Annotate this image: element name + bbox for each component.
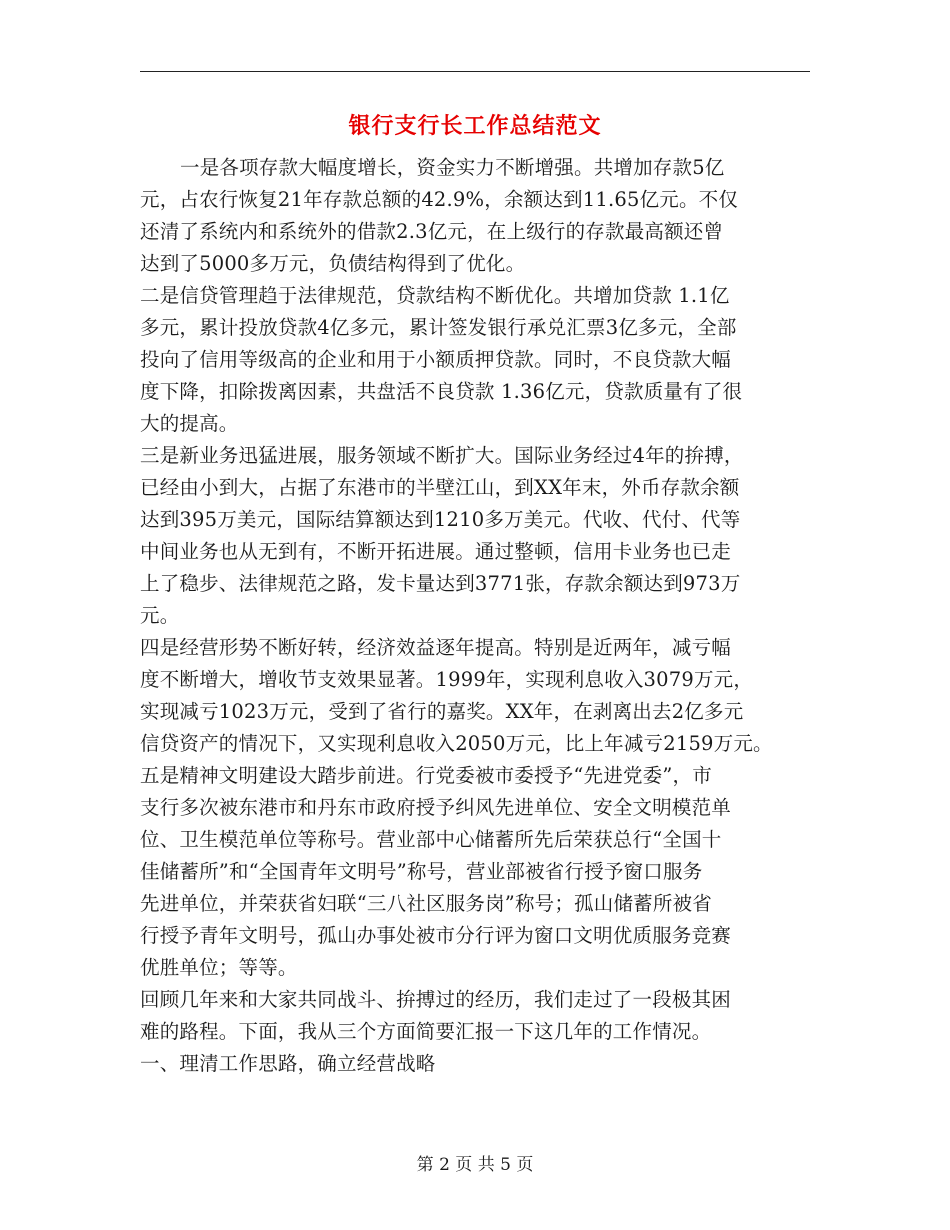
body-line: 先进单位，并荣获省妇联“三八社区服务岗”称号；孤山储蓄所被省 — [140, 892, 712, 915]
body-line: 元。 — [140, 604, 180, 627]
body-line: 投向了信用等级高的企业和用于小额质押贷款。同时，不良贷款大幅 — [140, 348, 732, 371]
body-line: 度下降，扣除拨离因素，共盘活不良贷款 1.36亿元，贷款质量有了很 — [140, 380, 743, 403]
body-line: 一、理清工作思路，确立经营战略 — [140, 1052, 436, 1075]
page-footer: 第 2 页 共 5 页 — [416, 1155, 534, 1175]
body-line: 已经由小到大，占据了东港市的半壁江山，到XX年末，外币存款余额 — [140, 476, 740, 499]
body-line: 五是精神文明建设大踏步前进。行党委被市委授予“先进党委”，市 — [140, 764, 712, 787]
header-rule — [140, 71, 810, 72]
body-line: 难的路程。下面，我从三个方面简要汇报一下这几年的工作情况。 — [140, 1020, 712, 1043]
body-line: 大的提高。 — [140, 412, 239, 435]
body-line: 度不断增大，增收节支效果显著。1999年，实现利息收入3079万元， — [140, 668, 754, 691]
body-line: 元，占农行恢复21年存款总额的42.9%，余额达到11.65亿元。不仅 — [140, 188, 739, 211]
body-line: 达到了5000多万元，负债结构得到了优化。 — [140, 252, 526, 275]
body-line: 行授予青年文明号，孤山办事处被市分行评为窗口文明优质服务竞赛 — [140, 924, 732, 947]
body-line: 实现减亏1023万元，受到了省行的嘉奖。XX年，在剥离出去2亿多元 — [140, 700, 744, 723]
body-line: 三是新业务迅猛进展，服务领域不断扩大。国际业务经过4年的拚搏， — [140, 444, 744, 467]
body-line: 上了稳步、法律规范之路，发卡量达到3771张，存款余额达到973万 — [140, 572, 741, 595]
body-line: 四是经营形势不断好转，经济效益逐年提高。特别是近两年，减亏幅 — [140, 636, 732, 659]
body-line: 二是信贷管理趋于法律规范，贷款结构不断优化。共增加贷款 1.1亿 — [140, 284, 730, 307]
body-line: 多元，累计投放贷款4亿多元，累计签发银行承兑汇票3亿多元，全部 — [140, 316, 737, 339]
body-line: 优胜单位；等等。 — [140, 956, 298, 979]
body-line: 达到395万美元，国际结算额达到1210多万美元。代收、代付、代等 — [140, 508, 741, 531]
body-line: 信贷资产的情况下，又实现利息收入2050万元，比上年减亏2159万元。 — [140, 732, 773, 755]
document-body — [140, 152, 820, 1080]
body-line: 中间业务也从无到有，不断开拓进展。通过整顿，信用卡业务也已走 — [140, 540, 732, 563]
body-line: 支行多次被东港市和丹东市政府授予纠风先进单位、安全文明模范单 — [140, 796, 732, 819]
body-line: 佳储蓄所”和“全国青年文明号”称号，营业部被省行授予窗口服务 — [140, 860, 703, 883]
body-line: 一是各项存款大幅度增长，资金实力不断增强。共增加存款5亿 — [180, 156, 725, 179]
body-line: 回顾几年来和大家共同战斗、拚搏过的经历，我们走过了一段极其困 — [140, 988, 732, 1011]
document-title: 银行支行长工作总结范文 — [348, 113, 602, 139]
body-line: 位、卫生模范单位等称号。营业部中心储蓄所先后荣获总行“全国十 — [140, 828, 722, 851]
body-line: 还清了系统内和系统外的借款2.3亿元，在上级行的存款最高额还曾 — [140, 220, 724, 243]
